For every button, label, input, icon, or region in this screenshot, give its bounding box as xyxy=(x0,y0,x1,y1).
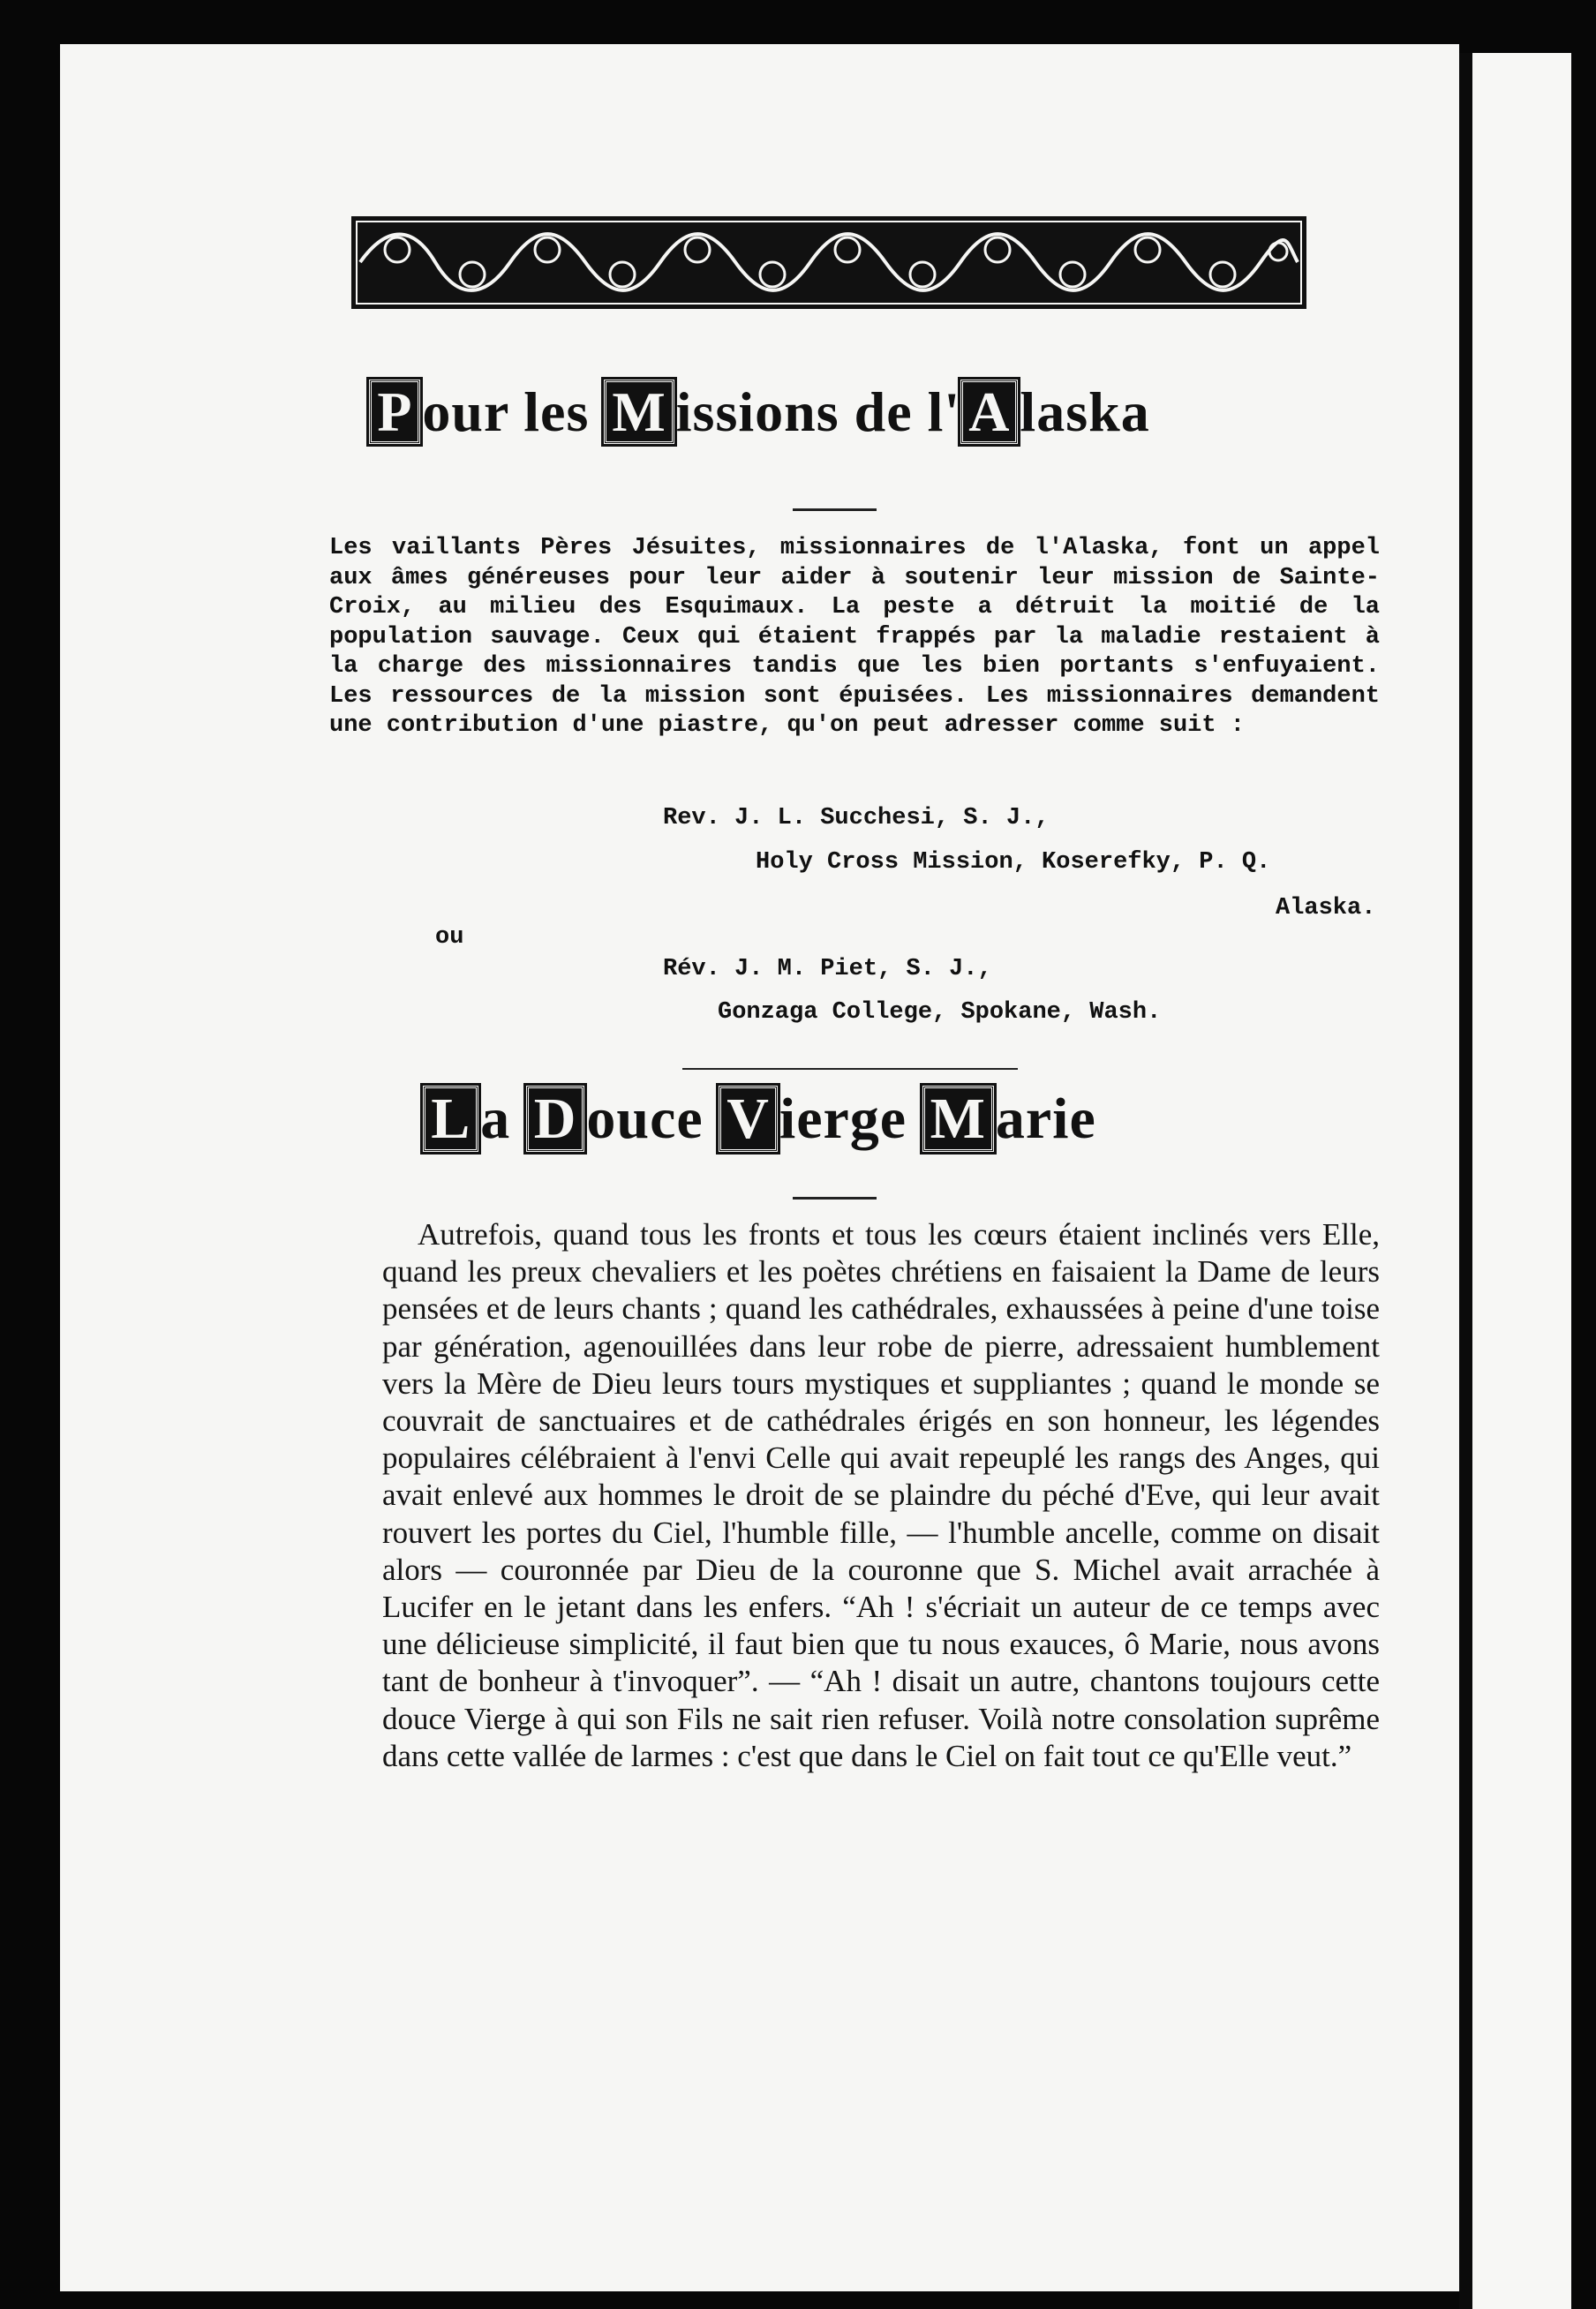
address1-line3: Alaska. xyxy=(1276,895,1376,921)
title-initial: A xyxy=(960,380,1018,444)
section-title-alaska xyxy=(60,380,1459,445)
page-edge xyxy=(1459,53,1472,2309)
divider xyxy=(793,1197,877,1200)
or-label: ou xyxy=(435,924,464,951)
title-text: issions de l' xyxy=(675,380,961,443)
title-initial: M xyxy=(604,380,674,444)
title-text: our les xyxy=(422,380,605,443)
title-initial: M xyxy=(922,1086,994,1152)
vierge-paragraph xyxy=(382,1216,1380,1775)
title-text: arie xyxy=(995,1087,1096,1151)
address1-line1: Rev. J. L. Succhesi, S. J., xyxy=(663,805,1050,831)
title-initial: D xyxy=(526,1086,585,1152)
address2-line1: Rév. J. M. Piet, S. J., xyxy=(663,956,992,982)
section-title-vierge xyxy=(60,1086,1459,1153)
divider xyxy=(793,508,877,511)
address1-line2: Holy Cross Mission, Koserefky, P. Q. xyxy=(756,849,1271,876)
page xyxy=(60,44,1459,2291)
title-initial: V xyxy=(719,1086,778,1152)
title-text: laska xyxy=(1020,380,1150,443)
ornamental-band-icon xyxy=(351,216,1306,309)
address2-line2: Gonzaga College, Spokane, Wash. xyxy=(718,999,1162,1026)
title-text: ierge xyxy=(779,1087,922,1151)
title-initial: L xyxy=(423,1086,478,1152)
alaska-paragraph: Les vaillants Pères Jésuites, missionnaires de l'Alaska, font un appel aux âmes généreuses pour leur aider à soutenir leur mission de Sainte-Croix, au milieu des Esquimaux. La peste a détruit la moitié de la population sauvage. Ceux qui étaient frappés par la maladie restaient à la charge des missionnaires tandis que les bien portants s'enfuyaient. Les ressources de la mission sont épuisées. Les missionnaires demandent une contribution d'une piastre, qu'on peut adresser comme suit : xyxy=(329,535,1380,739)
vierge-paragraph-text: Autrefois, quand tous les fronts et tous les cœurs étaient inclinés vers Elle, quand les preux chevaliers et les poètes chrétiens en faisaient la Dame de leurs pensées et de leurs chants ; quand les cathédrales, exhaussées à peine d'une toise par génération, agenouillées dans leur robe de pierre, adressaient humblement vers la Mère de Dieu leurs tours mystiques et suppliantes ; quand le monde se couvrait de sanctuaires et de cathédrales érigés en son honneur, les légendes populaires célébraient à l'envi Celle qui avait repeuplé les rangs des Anges, qui avait enlevé aux hommes le droit de se plaindre du péché d'Eve, qui leur avait rouvert les portes du Ciel, l'humble fille, — l'humble ancelle, comme on disait alors — couronnée par Dieu de la couronne que S. Michel avait arrachée à Lucifer en le jetant dans les enfers. “Ah ! s'écriait un auteur de ce temps avec une délicieuse simplicité, il faut bien que tu nous exauces, ô Marie, nous avons tant de bonheur à t'invoquer”. — “Ah ! disait un autre, chantons toujours cette douce Vierge à qui son Fils ne sait rien refuser. Voilà notre consolation suprême dans cette vallée de larmes : c'est que dans le Ciel on fait tout ce qu'Elle veut.” xyxy=(382,1217,1380,1773)
section-divider xyxy=(682,1068,1018,1070)
title-initial: P xyxy=(369,380,420,444)
title-text: a xyxy=(480,1087,526,1151)
next-page-edge xyxy=(1472,53,1571,2309)
title-text: ouce xyxy=(586,1087,719,1151)
